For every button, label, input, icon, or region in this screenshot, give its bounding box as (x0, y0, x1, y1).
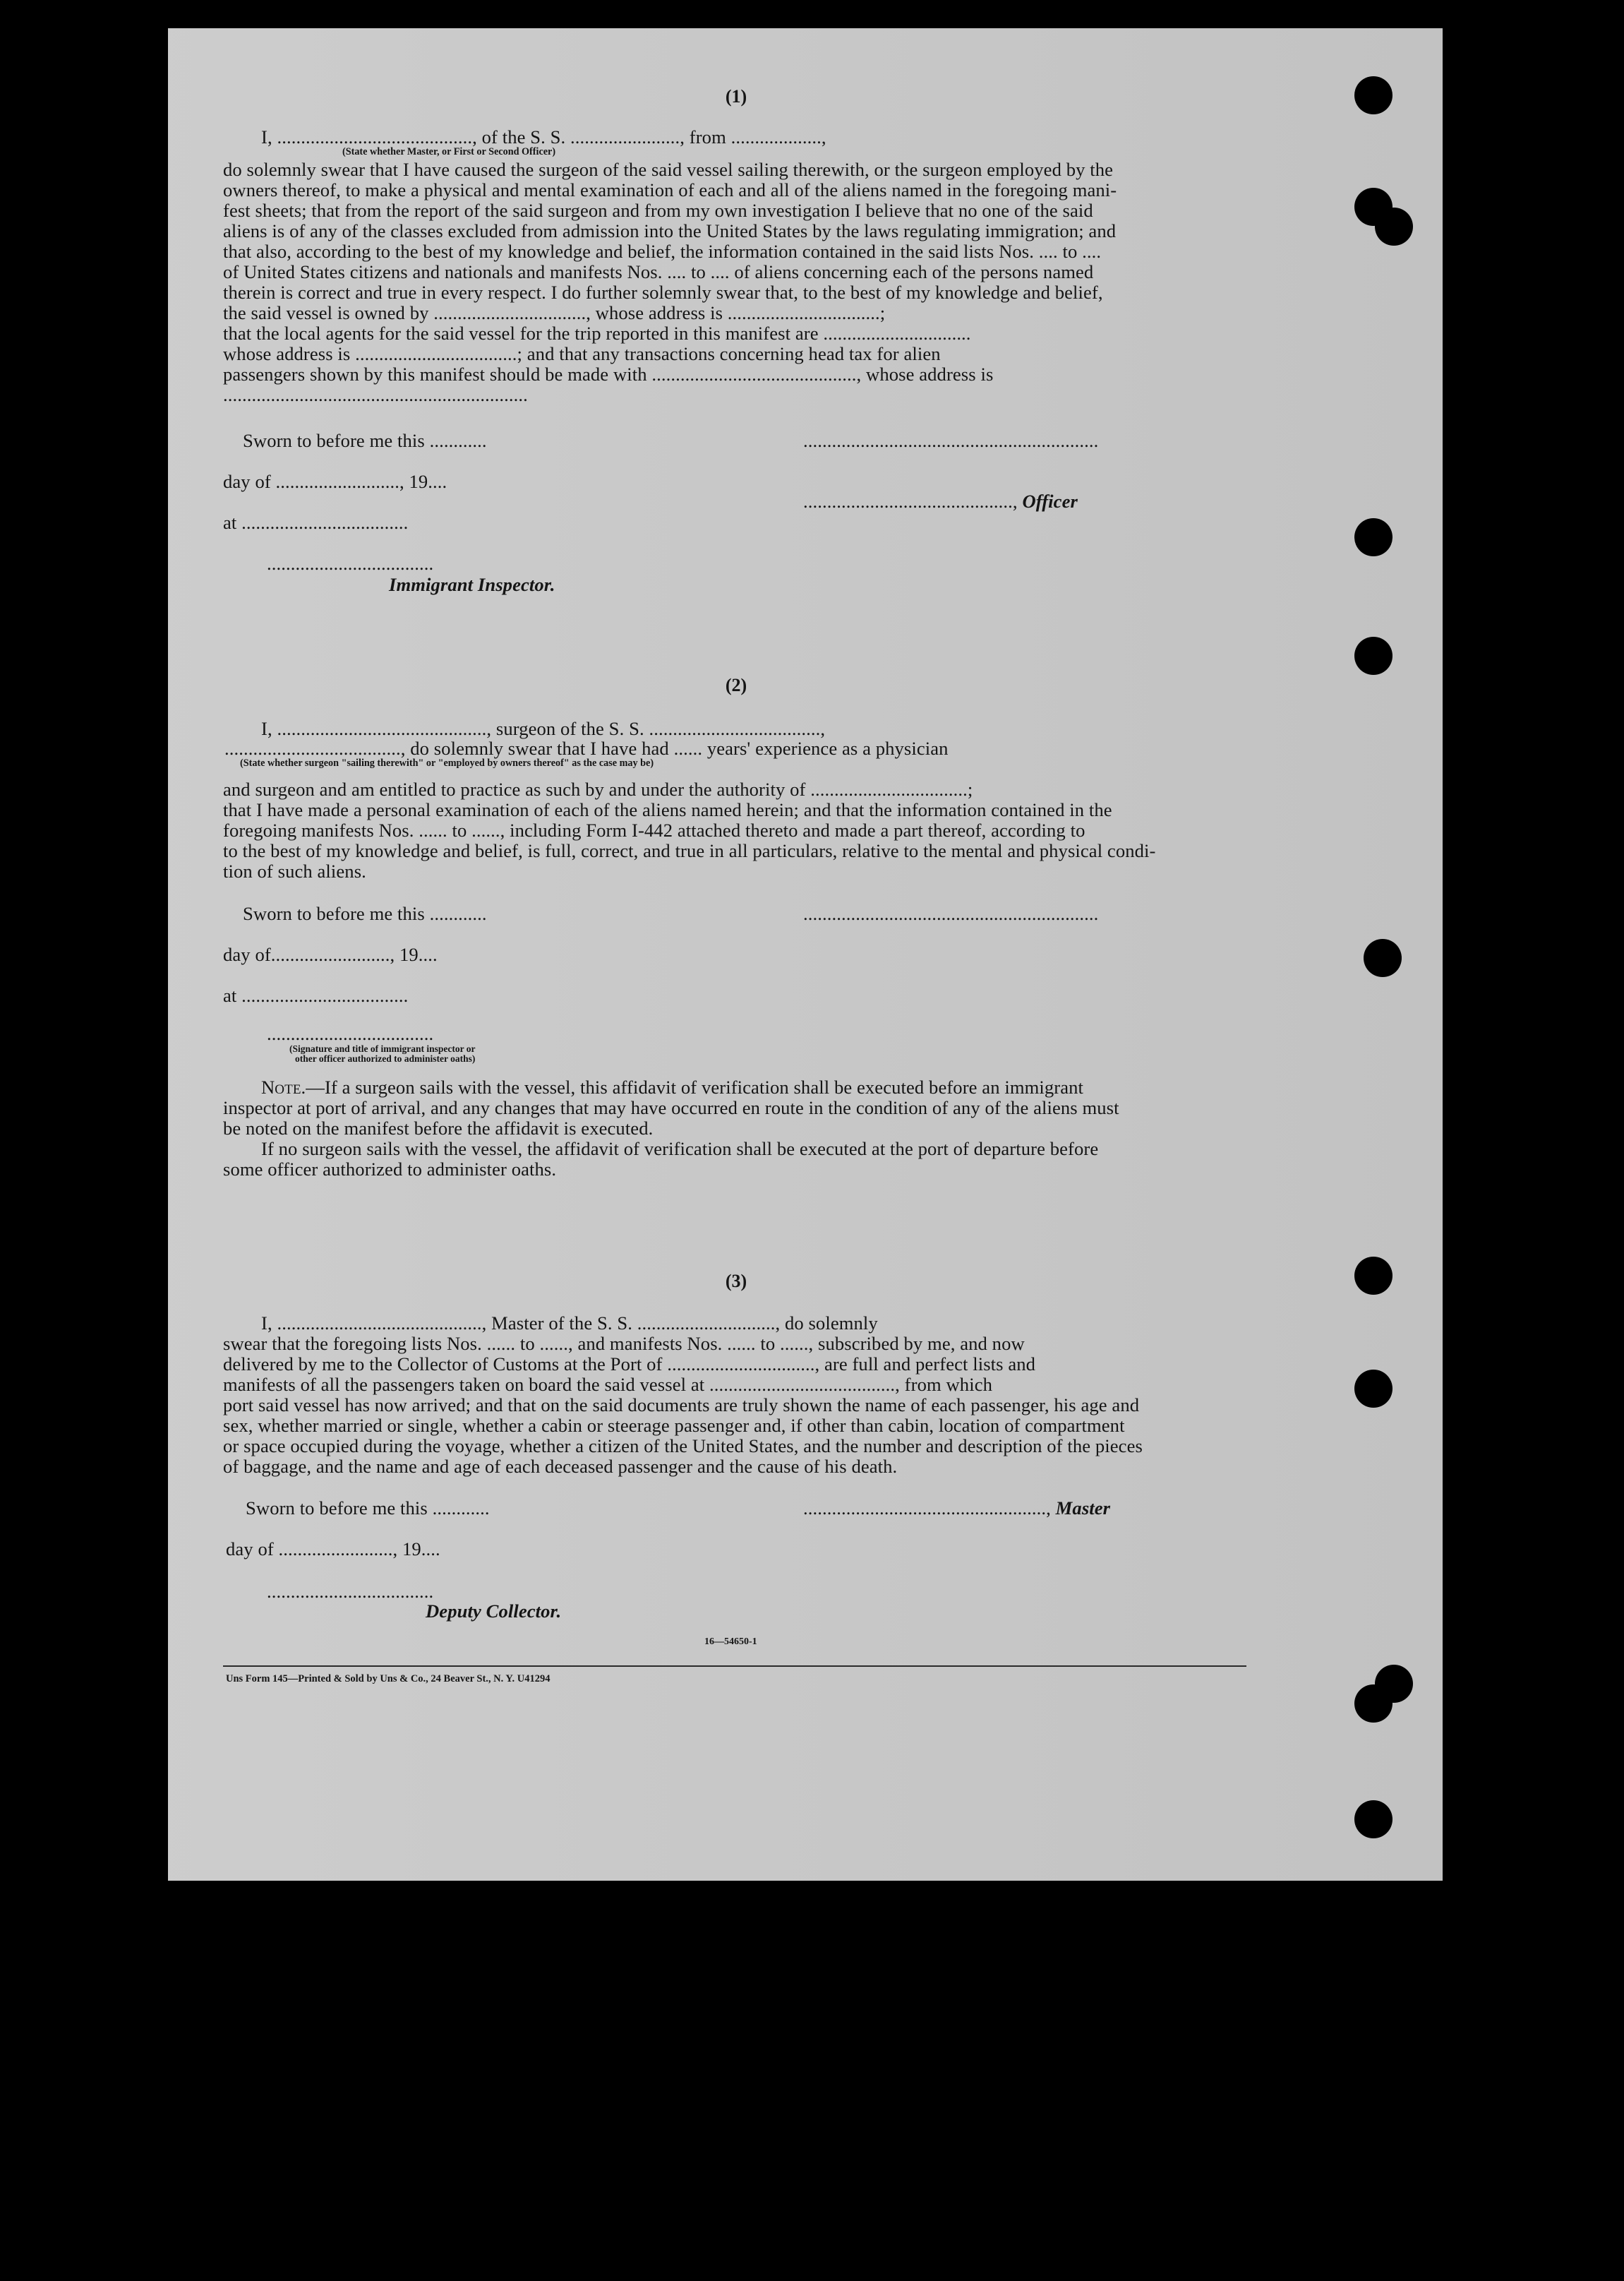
s1-body-line: that also, according to the best of my knowledge and belief, the information contained in the said lists Nos. .... to .... (223, 241, 1102, 262)
section-1-heading: (1) (725, 86, 747, 107)
document-page (168, 28, 1443, 1881)
s1-day: day of .........................., 19.... (223, 471, 447, 492)
s3-body-line: or space occupied during the voyage, whether a citizen of the United States, and the number and description of the pieces (223, 1435, 1143, 1456)
s1-body-line: owners thereof, to make a physical and mental examination of each and all of the aliens named in the foregoing mani- (223, 179, 1117, 200)
s1-body-line: therein is correct and true in every respect. I do further solemnly swear that, to the best of my knowledge and belief, (223, 282, 1103, 303)
punch-hole (1364, 939, 1402, 977)
s2-note-text: —If a surgeon sails with the vessel, this affidavit of verification shall be executed before an immigrant (306, 1077, 1084, 1098)
s2-body-line: tion of such aliens. (223, 861, 366, 882)
s2-signature-line: .............................................................. (803, 903, 1099, 924)
section-3-heading: (3) (725, 1271, 747, 1291)
s3-master-signature (803, 1498, 1110, 1519)
punch-hole (1354, 1370, 1393, 1408)
s2-note-line: inspector at port of arrival, and any changes that may have occurred en route in the condition of any of the aliens must (223, 1097, 1119, 1118)
s3-body-line: port said vessel has now arrived; and that on the said documents are truly shown the name of each passenger, his age and (223, 1394, 1140, 1415)
s2-body-line: to the best of my knowledge and belief, is full, correct, and true in all particulars, relative to the mental and physical condi- (223, 840, 1156, 861)
printer-credit: Uns Form 145—Printed & Sold by Uns & Co., 24 Beaver St., N. Y. U41294 (226, 1673, 551, 1684)
punch-hole (1354, 76, 1393, 114)
s1-inspector-dots: ................................... (267, 553, 434, 574)
punch-hole (1354, 1800, 1393, 1838)
s1-body-line: passengers shown by this manifest should be made with ..........................................., whose address is (223, 364, 994, 385)
s1-body-line: aliens is of any of the classes excluded from admission into the United States by the laws regulating immigration; and (223, 220, 1117, 241)
s2-note2-line: some officer authorized to administer oaths. (223, 1159, 557, 1180)
s1-at: at ................................... (223, 512, 409, 533)
s3-body-line: manifests of all the passengers taken on board the said vessel at ......................................., from which (223, 1374, 992, 1395)
s2-signature-caption: (Signature and title of immigrant inspector or (289, 1043, 476, 1054)
s2-at: at ................................... (223, 985, 409, 1006)
s2-signature-caption: other officer authorized to administer oaths) (295, 1053, 476, 1064)
footer-rule (223, 1665, 1246, 1667)
s1-body-line: fest sheets; that from the report of the said surgeon and from my own investigation I believe that no one of the said (223, 200, 1093, 221)
form-code: 16—54650-1 (704, 1636, 757, 1647)
s1-body-line: that the local agents for the said vessel for the trip reported in this manifest are ............................... (223, 323, 971, 344)
s1-inspector-label: Immigrant Inspector. (389, 574, 555, 595)
section-2-heading: (2) (725, 675, 747, 695)
s1-officer-signature (803, 491, 1078, 512)
s2-body-line: foregoing manifests Nos. ...... to ......, including Form I-442 attached thereto and made a part thereof, according to (223, 820, 1085, 841)
s1-body-line: of United States citizens and nationals and manifests Nos. .... to .... of aliens concerning each of the persons named (223, 261, 1094, 282)
s3-master-label: Master (1055, 1497, 1111, 1519)
punch-hole (1375, 208, 1413, 246)
s2-line-1: I, ............................................, surgeon of the S. S. ...................................., (261, 718, 826, 739)
s3-sworn: Sworn to before me this ............ (246, 1497, 490, 1519)
s3-body-line: of baggage, and the name and age of each deceased passenger and the cause of his death. (223, 1456, 898, 1477)
s1-officer-label: Officer (1022, 491, 1078, 512)
s3-day: day of ........................, 19.... (226, 1538, 440, 1559)
s1-sworn: Sworn to before me this ............ (243, 430, 487, 451)
s2-note-line (261, 1077, 1083, 1098)
s2-line-2: ....................................., do solemnly swear that I have had ...... years' experience as a physician (224, 738, 949, 759)
s1-body-line: the said vessel is owned by ................................, whose address is ................................; (223, 302, 886, 323)
s2-subcaption: (State whether surgeon "sailing therewith" or "employed by owners thereof" as the case may be) (240, 758, 654, 769)
punch-hole (1354, 637, 1393, 675)
s2-note2-line: If no surgeon sails with the vessel, the affidavit of verification shall be executed at the port of departure before (261, 1138, 1099, 1159)
punch-hole (1354, 1684, 1393, 1723)
s3-body-line: delivered by me to the Collector of Customs at the Port of ..............................., are full and perfect lists and (223, 1353, 1036, 1375)
s2-sworn: Sworn to before me this ............ (243, 903, 487, 924)
s1-signature-line: .............................................................. (803, 430, 1099, 451)
s2-body-line: and surgeon and am entitled to practice as such by and under the authority of .................................; (223, 779, 973, 800)
punch-hole (1354, 1257, 1393, 1295)
s3-body-line: sex, whether married or single, whether a cabin or steerage passenger and, if other than cabin, location of compartment (223, 1415, 1125, 1436)
s1-body-line: ................................................................ (223, 384, 528, 405)
s2-body-line: that I have made a personal examination of each of the aliens named herein; and that the information contained in the (223, 799, 1112, 820)
s1-subcaption: (State whether Master, or First or Second Officer) (342, 146, 556, 157)
s3-collector-label: Deputy Collector. (426, 1600, 562, 1622)
punch-hole (1354, 518, 1393, 556)
s2-note-label: Note. (261, 1077, 306, 1098)
s2-day: day of........................., 19.... (223, 944, 438, 965)
s1-line-1: I, ........................................., of the S. S. ......................., from ..................., (261, 126, 826, 148)
s3-body-line: I, ..........................................., Master of the S. S. ............................., do solemnly (261, 1312, 878, 1334)
s1-body-line: do solemnly swear that I have caused the surgeon of the said vessel sailing therewith, or the surgeon employed by the (223, 159, 1114, 180)
s3-collector-dots: ................................... (267, 1581, 434, 1602)
s1-body-line: whose address is ..................................; and that any transactions concerning head tax for alien (223, 343, 941, 364)
s2-note-line: be noted on the manifest before the affidavit is executed. (223, 1118, 654, 1139)
s3-body-line: swear that the foregoing lists Nos. ...... to ......, and manifests Nos. ...... to ......, subscribed by me, and now (223, 1333, 1025, 1354)
s3-master-dots: ..................................................., (803, 1497, 1051, 1519)
s2-signature-dots: ................................... (267, 1023, 434, 1044)
s1-officer-dots: ............................................, (803, 491, 1018, 512)
